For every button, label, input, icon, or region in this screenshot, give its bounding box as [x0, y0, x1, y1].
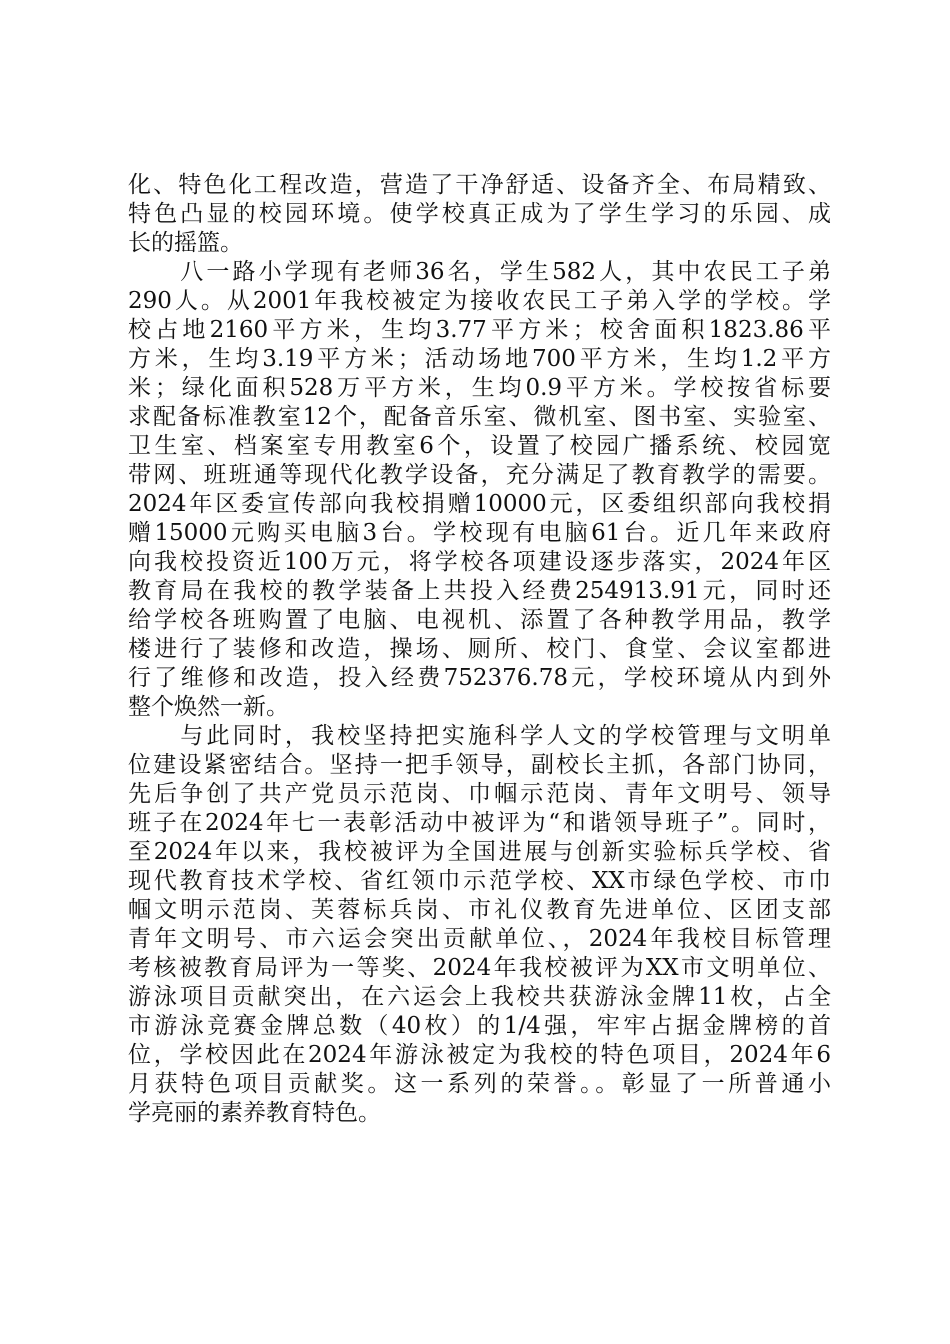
text-line: 班子在2024年七一表彰活动中被评为“和谐领导班子”。同时， [128, 810, 831, 836]
text-line: 整个焕然一新。 [128, 694, 289, 720]
text-line: 校占地2160平方米，生均3.77平方米；校舍面积1823.86平 [128, 317, 831, 343]
text-line: 290人。从2001年我校被定为接收农民工子弟入学的学校。学 [128, 288, 831, 314]
text-line: 长的摇篮。 [128, 230, 243, 256]
text-line: 赠15000元购买电脑3台。学校现有电脑61台。近几年来政府 [128, 520, 831, 546]
text-line: 楼进行了装修和改造，操场、厕所、校门、食堂、会议室都进 [128, 636, 831, 662]
text-line: 行了维修和改造，投入经费752376.78元，学校环境从内到外 [128, 665, 831, 691]
text-line: 帼文明示范岗、芙蓉标兵岗、市礼仪教育先进单位、区团支部 [128, 897, 831, 923]
text-line: 方米，生均3.19平方米；活动场地700平方米，生均1.2平方 [128, 346, 831, 372]
text-line: 求配备标准教室12个，配备音乐室、微机室、图书室、实验室、 [128, 404, 831, 430]
text-line: 米；绿化面积528万平方米，生均0.9平方米。学校按省标要 [128, 375, 831, 401]
text-line: 学亮丽的素养教育特色。 [128, 1100, 381, 1126]
text-line: 特色凸显的校园环境。使学校真正成为了学生学习的乐园、成 [128, 201, 831, 227]
text-line: 八一路小学现有老师36名，学生582人，其中农民工子弟 [128, 259, 831, 285]
text-line: 至2024年以来，我校被评为全国进展与创新实验标兵学校、省 [128, 839, 831, 865]
text-line: 与此同时，我校坚持把实施科学人文的学校管理与文明单 [128, 723, 831, 749]
text-line: 化、特色化工程改造，营造了干净舒适、设备齐全、布局精致、 [128, 172, 831, 198]
text-line: 位建设紧密结合。坚持一把手领导，副校长主抓，各部门协同， [128, 752, 831, 778]
document-body [128, 171, 831, 1128]
text-line: 先后争创了共产党员示范岗、巾帼示范岗、青年文明号、领导 [128, 781, 831, 807]
text-line: 游泳项目贡献突出，在六运会上我校共获游泳金牌11枚，占全 [128, 984, 831, 1010]
text-line: 2024年区委宣传部向我校捐赠10000元，区委组织部向我校捐 [128, 491, 831, 517]
text-line: 月获特色项目贡献奖。这一系列的荣誉。。彰显了一所普通小 [128, 1071, 831, 1097]
text-line: 青年文明号、市六运会突出贡献单位、，2024年我校目标管理 [128, 926, 831, 952]
text-line: 现代教育技术学校、省红领巾示范学校、XX市绿色学校、市巾 [128, 868, 831, 894]
text-line: 卫生室、档案室专用教室6个，设置了校园广播系统、校园宽 [128, 433, 831, 459]
text-line: 市游泳竞赛金牌总数（40枚）的1/4强，牢牢占据金牌榜的首 [128, 1013, 831, 1039]
text-line: 带网、班班通等现代化教学设备，充分满足了教育教学的需要。 [128, 462, 831, 488]
text-line: 教育局在我校的教学装备上共投入经费254913.91元，同时还 [128, 578, 831, 604]
text-line: 位，学校因此在2024年游泳被定为我校的特色项目，2024年6 [128, 1042, 831, 1068]
text-line: 考核被教育局评为一等奖、2024年我校被评为XX市文明单位、 [128, 955, 831, 981]
text-line: 向我校投资近100万元，将学校各项建设逐步落实，2024年区 [128, 549, 831, 575]
text-line: 给学校各班购置了电脑、电视机、添置了各种教学用品，教学 [128, 607, 831, 633]
